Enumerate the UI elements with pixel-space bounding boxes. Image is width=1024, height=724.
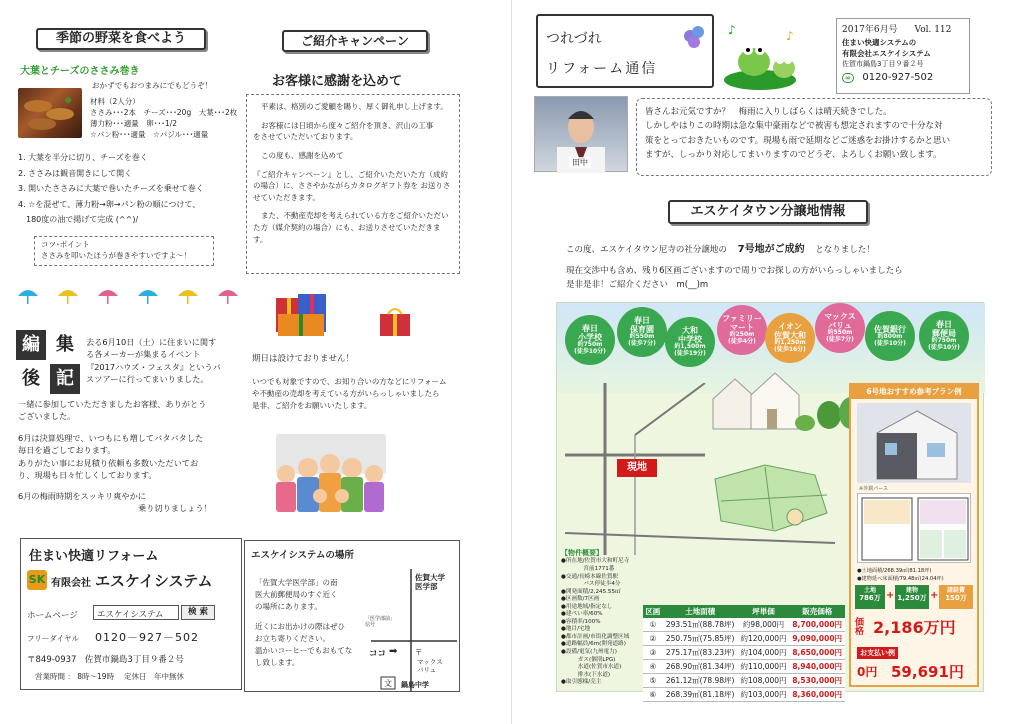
newsletter-title-line1: つれづれ bbox=[546, 31, 602, 47]
logo-name: エスケイシステム bbox=[95, 572, 213, 590]
greeting-box bbox=[636, 98, 992, 176]
estate-title bbox=[668, 200, 868, 224]
gift-box-icon bbox=[272, 284, 432, 344]
lots-table-header bbox=[643, 605, 845, 618]
location-box bbox=[244, 540, 460, 692]
summary-line: 水道(佐賀市水道) bbox=[561, 664, 622, 671]
map-here-label: ココ bbox=[369, 649, 387, 659]
recipe-step-5: 180度の油で揚げて完成 (^^)/ bbox=[26, 215, 139, 225]
newsletter-phone-row bbox=[842, 72, 964, 83]
estate-title-text: エスケイタウン分譲地情報 bbox=[690, 204, 846, 219]
header-unit: 坪単価 bbox=[738, 605, 790, 618]
facility-name: イオン 佐賀大和 bbox=[774, 321, 806, 341]
lot-unit: 約108,000円 bbox=[738, 674, 790, 688]
summary-line: ●設備/電気(九州電力) bbox=[561, 649, 617, 655]
map-maxvalu-label: マックス バリュ bbox=[417, 658, 443, 674]
facility-name: 春日 小学校 bbox=[578, 323, 602, 343]
announce-prefix: この度、エスケイタウン尼寺の社分譲地の bbox=[566, 245, 727, 255]
map-school-mark: 文 bbox=[384, 679, 392, 688]
facility-detail: 約1,500m (徒歩19分) bbox=[674, 343, 706, 358]
kanji-hen: 編 bbox=[16, 330, 46, 360]
plan-misc-value: 150万 bbox=[945, 594, 967, 603]
vegetables-title-text: 季節の野菜を食べよう bbox=[55, 31, 186, 46]
facility-badge bbox=[815, 303, 865, 353]
campaign-p5-line-2: た方（媒介契約の場合）にも、お送りさせていただきます。 bbox=[253, 223, 441, 244]
lot-area: 261.12㎡(78.98坪) bbox=[663, 674, 738, 688]
editor-p1-line-2: ございました。 bbox=[18, 411, 76, 422]
plan-land bbox=[855, 585, 885, 609]
editor-intro-3: 『2017ハウズ・フェスタ』というバ bbox=[86, 361, 221, 372]
facility-detail: 約750m (徒歩10分) bbox=[574, 341, 606, 356]
recipe-steps bbox=[18, 150, 243, 228]
facility-detail: 約550m (徒歩7分) bbox=[826, 329, 854, 344]
facility-name: 佐賀銀行 bbox=[874, 324, 906, 334]
location-title: エスケイシステムの場所 bbox=[251, 550, 354, 561]
site-marker bbox=[617, 459, 657, 477]
recipe-step-1: 1. 大葉を半分に切り、チーズを巻く bbox=[18, 153, 148, 162]
editor-p1-line-1: 一緒に参加していただきましたお客様、ありがとう bbox=[18, 399, 207, 409]
lot-area: 293.51㎡(88.78坪) bbox=[663, 618, 738, 632]
lot-unit: 約103,000円 bbox=[738, 688, 790, 702]
editor-kanji-block bbox=[16, 330, 80, 394]
summary-line: ●開発面積/2,245.55㎡ bbox=[561, 588, 621, 595]
header-area: 土地面積 bbox=[663, 605, 738, 618]
kanji-ki: 記 bbox=[50, 364, 80, 394]
editor-p2-line-1: 6月は決算処理で、いつもにも増してバタバタした bbox=[18, 433, 204, 443]
map-school-label: 鍋島中学 bbox=[401, 681, 429, 689]
table-row bbox=[643, 660, 845, 674]
campaign-p4-line-2: の場合）に、ささやかながらカタログギフト券を お送りさ bbox=[253, 181, 451, 191]
facility-badge bbox=[617, 307, 667, 357]
campaign-p6-line-3: 是非、ご紹介をお願いいたします。 bbox=[252, 401, 372, 410]
lot-area: 268.90㎡(81.34坪) bbox=[663, 660, 738, 674]
people-illustration bbox=[266, 424, 394, 516]
svg-text:♪: ♪ bbox=[786, 29, 794, 43]
facility-badge bbox=[865, 311, 915, 361]
plan-misc-label: 諸経費 bbox=[946, 587, 965, 594]
editor-p2-line-4: り、現場も日々忙しくしております。 bbox=[18, 469, 157, 480]
frog-hydrangea-icon bbox=[672, 14, 818, 92]
lot-area: 268.39㎡(81.18坪) bbox=[663, 688, 738, 702]
facility-badge bbox=[565, 315, 615, 365]
summary-lines bbox=[561, 558, 651, 686]
greeting-line-2: しかしやはりこの時期は急な集中豪雨などで被害も想定されますので十分な対 bbox=[645, 121, 943, 132]
lot-area: 250.75㎡(75.85坪) bbox=[663, 632, 738, 646]
lot-price: 8,360,000円 bbox=[789, 688, 845, 702]
plan-house-icon bbox=[857, 403, 971, 483]
summary-line: ●所在地/佐賀市大和町尼寺 bbox=[561, 558, 630, 565]
lot-price: 8,530,000円 bbox=[789, 674, 845, 688]
facility-badge bbox=[717, 305, 767, 355]
table-row bbox=[643, 688, 845, 702]
lot-no: ④ bbox=[643, 660, 663, 674]
facility-detail: 約800m (徒歩10分) bbox=[874, 332, 906, 347]
campaign-p6-line-1: いつでも対象ですので、お知り合いの方などにリフォーム bbox=[252, 377, 447, 386]
ingredient-line-2: 薄力粉･･･適量 卵･･･1/2 bbox=[90, 118, 178, 128]
site-label: 現地 bbox=[627, 462, 647, 473]
plan-note: ※外観パース bbox=[859, 486, 888, 492]
map-clinic-label: 「医学部前」 信号 bbox=[365, 616, 396, 628]
lot-unit: 約104,000円 bbox=[738, 646, 790, 660]
editor-paragraph-2 bbox=[18, 432, 246, 481]
no-deadline-text: 期日は設けておりません！ bbox=[252, 354, 355, 364]
facility-detail: 約250m (徒歩4分) bbox=[728, 331, 756, 346]
recipe-step-3: 3. 開いたささみに大葉で巻いたチーズを乗せて巻く bbox=[18, 184, 204, 194]
estate-negotiating: 現在交渉中も含め、残り6区画ございますので周りでお探しの方がいらっしゃいましたら bbox=[566, 266, 903, 276]
tip-text: ささみを叩いたほうが巻きやすいですよ～！ bbox=[41, 250, 191, 260]
area-map bbox=[565, 383, 835, 555]
ingredient-line-1: ささみ･･･2本 チーズ･･･20g 大葉･･･2枚 bbox=[90, 107, 238, 117]
plan-title: 6号地おすすめ参考プラン例 bbox=[851, 385, 977, 399]
newsletter-company-1: 住まい快適システムの bbox=[842, 38, 917, 47]
summary-line: バス停徒歩4分 bbox=[561, 581, 621, 588]
recipe-step-4: 4. ☆を混ぜて、薄力粉→卵→パン粉の順につけて、 bbox=[18, 199, 201, 209]
freedial-icon: ∞ bbox=[842, 73, 854, 83]
staff-photo bbox=[534, 96, 628, 172]
editor-paragraph-3 bbox=[18, 490, 246, 515]
issue-date: 2017年6月号 bbox=[842, 25, 898, 35]
location-text bbox=[255, 577, 373, 669]
umbrella-icons bbox=[14, 284, 244, 306]
plan-total-label: 価格 bbox=[855, 618, 865, 637]
kanji-shu: 集 bbox=[56, 334, 74, 355]
summary-line: ●区画数/7区画 bbox=[561, 596, 600, 603]
free-dial-number[interactable]: 0120－927－502 bbox=[95, 631, 199, 644]
estate-flyer bbox=[556, 302, 984, 699]
facility-badge bbox=[919, 311, 969, 361]
location-line-4: 近くにお出かけの際はぜひ bbox=[255, 622, 345, 631]
editor-paragraph-1 bbox=[18, 398, 246, 423]
company-logo bbox=[27, 569, 237, 591]
lot-no: ⑥ bbox=[643, 688, 663, 702]
staff-name: 田中 bbox=[569, 157, 591, 168]
company-address: 〒849-0937 佐賀市鍋島3丁目９番２号 bbox=[27, 655, 184, 665]
header-lot-no: 区画 bbox=[643, 605, 663, 618]
newsletter-address: 佐賀市鍋島3丁目９番２号 bbox=[842, 60, 924, 68]
plan-card bbox=[849, 383, 979, 687]
editor-intro bbox=[86, 336, 246, 385]
facility-name: ファミリー マート bbox=[722, 313, 762, 333]
facility-detail: 約1,250m (徒歩16分) bbox=[774, 339, 806, 354]
location-line-3: の場所にあります。 bbox=[255, 602, 322, 611]
facility-detail: 約750m (徒歩10分) bbox=[928, 337, 960, 352]
kanji-go: 後 bbox=[22, 368, 40, 389]
facility-name: 春日 保育園 bbox=[630, 315, 654, 335]
page-fold bbox=[511, 0, 512, 724]
company-box bbox=[20, 538, 242, 690]
lot-no: ① bbox=[643, 618, 663, 632]
company-hours: 営業時間 ： 8時～19時 定休日 年中無休 bbox=[35, 672, 184, 681]
newsletter-phone[interactable]: 0120-927-502 bbox=[862, 72, 934, 83]
campaign-p4-line-1: 『ご紹介キャンペーン』とし、ご紹介いただいた方（成約 bbox=[253, 169, 448, 179]
campaign-title-text: ご紹介キャンペーン bbox=[301, 34, 409, 48]
lot-no: ③ bbox=[643, 646, 663, 660]
lot-no: ② bbox=[643, 632, 663, 646]
recipe-tagline: おかずでもおつまみにでもどうぞ！ bbox=[92, 81, 213, 90]
campaign-title bbox=[282, 30, 428, 52]
summary-line: ●道路幅員/6m(開発道路) bbox=[561, 641, 626, 648]
family-icon bbox=[266, 424, 394, 516]
campaign-p1: 平素は、格別のご愛顧を賜り、厚く御礼申し上げます。 bbox=[261, 102, 448, 111]
recipe-name: 大葉とチーズのささみ巻き bbox=[20, 66, 140, 77]
lots-body bbox=[643, 618, 845, 702]
ingredient-line-3: ☆パン粉･･･適量 ☆パジル･･･適量 bbox=[90, 129, 209, 139]
location-line-2: 医大前郵便局のすぐ近く bbox=[255, 590, 338, 599]
campaign-p3: この度も、感謝を込めて bbox=[261, 150, 344, 160]
plan-land-label: 土地 bbox=[863, 587, 876, 594]
plan-cost-row bbox=[855, 585, 977, 611]
area-map-lines bbox=[565, 383, 835, 555]
free-dial-label: フリーダイヤル bbox=[27, 634, 79, 643]
sk-logo-icon: SK bbox=[27, 570, 47, 590]
estate-announcement bbox=[566, 240, 875, 255]
plan-build-label: 建物 bbox=[905, 587, 918, 594]
campaign-p2-line-1: お客様には日頃から度々ご紹介を頂き、沢山の工事 bbox=[261, 120, 434, 130]
lot-price: 9,090,000円 bbox=[789, 632, 845, 646]
campaign-p6 bbox=[252, 376, 462, 412]
plus-icon-2: + bbox=[930, 590, 939, 601]
campaign-p2-line-2: をさせていただいております。 bbox=[253, 132, 358, 142]
plan-area-2: ●建物延べ床面積/79.48㎡(24.04坪) bbox=[857, 576, 944, 582]
summary-line: ●地目/宅地 bbox=[561, 626, 591, 633]
plan-monthly-row bbox=[855, 661, 977, 685]
search-button[interactable]: 検 索 bbox=[181, 605, 215, 620]
announce-suffix: となりました！ bbox=[815, 245, 875, 255]
facility-name: マックス バリュ bbox=[824, 311, 856, 331]
lot-price: 8,700,000円 bbox=[789, 618, 845, 632]
plan-house-image bbox=[857, 403, 971, 483]
plan-floor bbox=[857, 493, 971, 563]
plan-down-payment: 0円 bbox=[857, 665, 878, 679]
facility-detail: 約550m (徒歩7分) bbox=[628, 333, 656, 348]
campaign-p5-line-1: また、不動産売却を考えられている方をご紹介いただい bbox=[261, 211, 449, 221]
summary-title: 【物件概要】 bbox=[561, 549, 603, 557]
frogs-illustration bbox=[672, 14, 818, 92]
tip-title: コツ･ポイント bbox=[41, 240, 90, 249]
lots-table bbox=[643, 605, 845, 702]
summary-line: ガス(個別LPG) bbox=[561, 656, 616, 663]
newsletter-company-2: 有限会社エスケイシステム bbox=[842, 49, 931, 58]
editor-p2-line-2: 毎日を過ごしております。 bbox=[18, 445, 116, 456]
summary-line: 排水(下水道) bbox=[561, 671, 611, 678]
plan-total-row bbox=[855, 615, 977, 639]
newsletter-info-box bbox=[836, 18, 970, 94]
lot-no: ⑤ bbox=[643, 674, 663, 688]
greeting-line-4: ますが、しっかり対応してまいりますのでどうぞ、よろしくお願い致します。 bbox=[645, 150, 942, 161]
svg-text:♪: ♪ bbox=[728, 23, 736, 37]
campaign-p4-line-3: せていただきます。 bbox=[253, 192, 320, 202]
editor-intro-2: る各メーカーが集まるイベント bbox=[86, 349, 201, 360]
summary-line: ●都市計画/市街化調整区域 bbox=[561, 633, 630, 640]
location-line-7: し致します。 bbox=[255, 658, 300, 667]
greeting-line-3: 策をとっておきたいものです。現場も雨で延期などご迷惑をお掛けするかと思い bbox=[645, 135, 951, 146]
plan-land-value: 786万 bbox=[859, 594, 881, 603]
header-price: 販売価格 bbox=[789, 605, 845, 618]
table-row bbox=[643, 618, 845, 632]
plus-icon-1: + bbox=[886, 590, 895, 601]
lot-area: 275.17㎡(83.23坪) bbox=[663, 646, 738, 660]
search-field[interactable]: エスケイシステム bbox=[93, 605, 179, 620]
company-heading: 住まい快適リフォーム bbox=[29, 549, 159, 564]
summary-line: ●取引態様/売主 bbox=[561, 679, 602, 686]
lot-unit: 約110,000円 bbox=[738, 660, 790, 674]
ssamaki-photo-icon bbox=[18, 88, 82, 138]
announce-lot: 7号地がご成約 bbox=[737, 244, 805, 255]
summary-line: ●容積率/100% bbox=[561, 618, 601, 625]
map-univ-label: 佐賀大学 医学部 bbox=[415, 573, 445, 591]
editor-intro-1: 去る6月10日（土）に住まいに関す bbox=[86, 337, 217, 347]
map-post-label: 〒 bbox=[415, 648, 423, 657]
lot-price: 8,650,000円 bbox=[789, 646, 845, 660]
table-row bbox=[643, 674, 845, 688]
gift-boxes bbox=[272, 284, 432, 344]
vegetables-title bbox=[36, 28, 206, 50]
property-summary bbox=[561, 549, 651, 687]
location-line-5: お立ち寄りください。 bbox=[255, 634, 330, 643]
issue-vol: Vol. 112 bbox=[914, 25, 952, 35]
greeting-line-1: 皆さんお元気ですか？ 梅雨に入りしばらくは晴天続きでした。 bbox=[645, 107, 892, 117]
facility-name: 大和 中学校 bbox=[678, 325, 702, 345]
table-row bbox=[643, 632, 845, 646]
facility-badge bbox=[765, 313, 815, 363]
umbrella-row bbox=[14, 284, 244, 306]
lot-unit: 約98,000円 bbox=[738, 618, 790, 632]
plan-area-1: ●土地面積/268.39㎡(81.18坪) bbox=[857, 568, 932, 574]
newsletter-title-line2: リフォーム通信 bbox=[546, 61, 658, 77]
campaign-p6-line-2: や不動産の売却を考えている方がいらっしゃいましたら bbox=[252, 389, 440, 398]
ingredients-box bbox=[90, 97, 240, 141]
location-map bbox=[365, 569, 457, 691]
campaign-subtitle: お客様に感謝を込めて bbox=[272, 74, 403, 89]
editor-intro-4: スツアーに行ってまいりました。 bbox=[86, 373, 209, 384]
facility-name: 春日 郵便局 bbox=[932, 319, 956, 339]
plan-build-value: 1,250万 bbox=[897, 594, 927, 603]
recipe-photo bbox=[18, 88, 82, 138]
editor-p3-line-2: 乗り切りましょう！ bbox=[138, 503, 212, 514]
campaign-box bbox=[246, 94, 460, 274]
plan-build bbox=[895, 585, 929, 609]
estate-please: 是非是非！ご紹介ください m(__)m bbox=[566, 280, 709, 290]
tip-box bbox=[34, 236, 214, 266]
homepage-label: ホームページ bbox=[27, 611, 78, 621]
summary-line: ●建ぺい率/60% bbox=[561, 611, 603, 618]
recipe-step-2: 2. ささみは観音開きにして開く bbox=[18, 168, 133, 178]
floorplan-icon bbox=[858, 494, 972, 564]
issue-line bbox=[842, 22, 964, 35]
location-line-6: 温かいコーヒーでもおもてな bbox=[255, 646, 353, 655]
table-row bbox=[643, 646, 845, 660]
summary-line: 宮前1771番 bbox=[561, 565, 615, 572]
summary-line: ●用途地域/指定なし bbox=[561, 603, 613, 610]
plan-total-value: 2,186万円 bbox=[873, 618, 956, 637]
ingredients-title: 材料（2人分） bbox=[90, 97, 140, 106]
plan-monthly-label: お支払い例 bbox=[857, 647, 898, 659]
lot-price: 8,940,000円 bbox=[789, 660, 845, 674]
editor-p2-line-3: ありがたい事にお見積り依頼も多数いただいてお bbox=[18, 457, 199, 468]
location-line-1: 「佐賀大学医学部」の南 bbox=[255, 578, 338, 587]
plan-misc bbox=[939, 585, 973, 609]
logo-prefix: 有限会社 bbox=[51, 578, 91, 589]
plan-monthly-value: 59,691円 bbox=[891, 663, 964, 681]
editor-p3-line-1: 6月の梅雨時期をスッキリ爽やかに bbox=[18, 491, 146, 501]
summary-line: ●交通/長崎本線佐賀駅 bbox=[561, 573, 619, 580]
lot-unit: 約120,000円 bbox=[738, 632, 790, 646]
here-arrow-icon: ➡ bbox=[389, 646, 398, 657]
lots-table-wrap bbox=[643, 605, 845, 702]
facility-badge bbox=[665, 317, 715, 367]
